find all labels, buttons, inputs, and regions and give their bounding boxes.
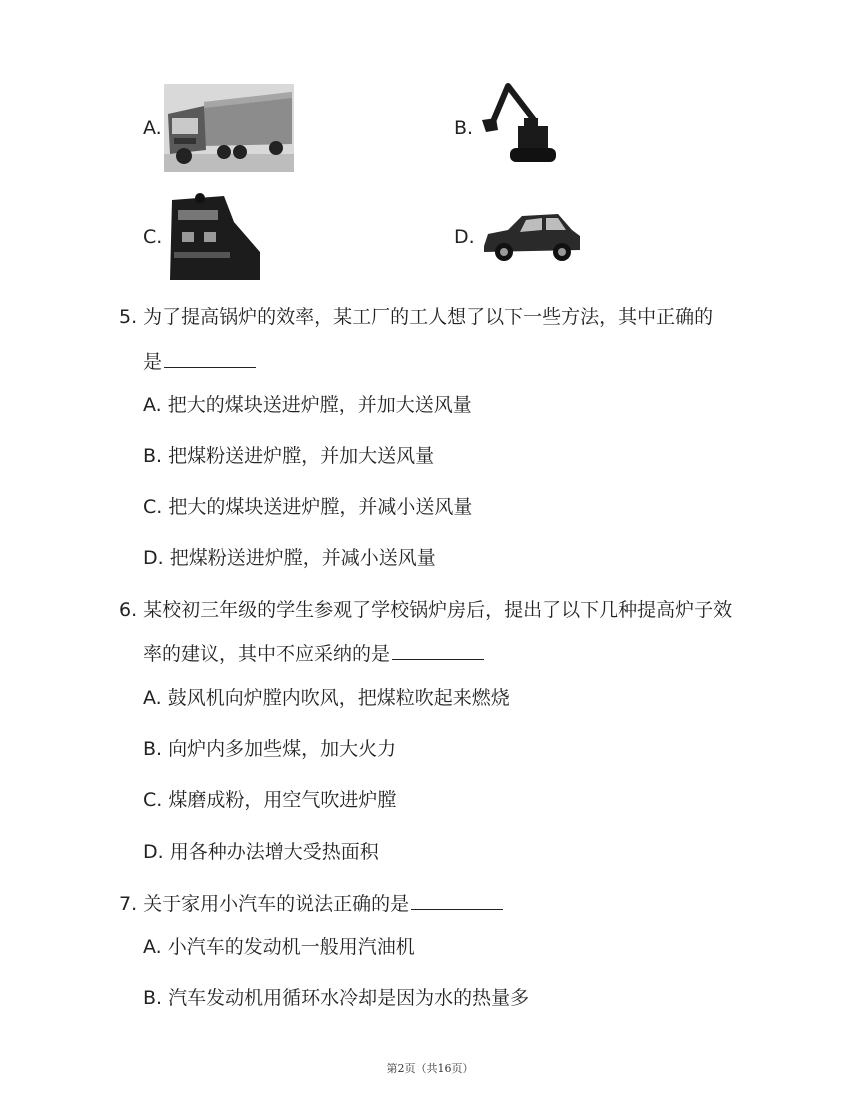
option-c-label: C. bbox=[143, 226, 163, 248]
page-footer: 第2页（共16页） bbox=[386, 1062, 474, 1075]
answer-blank bbox=[392, 641, 484, 660]
car-image bbox=[480, 208, 582, 264]
q6-option-d: D. 用各种办法增大受热面积 bbox=[143, 841, 379, 863]
answer-blank bbox=[411, 891, 503, 910]
train-locomotive-image bbox=[164, 192, 260, 280]
q6-stem-line2: 率的建议，其中不应采纳的是 bbox=[143, 641, 484, 666]
excavator-image bbox=[478, 80, 558, 168]
q7-option-b: B. 汽车发动机用循环水冷却是因为水的热量多 bbox=[143, 987, 530, 1009]
q6-option-a: A. 鼓风机向炉膛内吹风，把煤粒吹起来燃烧 bbox=[143, 687, 510, 709]
q7-option-a: A. 小汽车的发动机一般用汽油机 bbox=[143, 936, 415, 958]
truck-image bbox=[164, 84, 294, 172]
q5-option-b: B. 把煤粉送进炉膛，并加大送风量 bbox=[143, 445, 435, 467]
option-d-label: D. bbox=[454, 226, 475, 248]
option-a-label: A. bbox=[143, 117, 162, 139]
q5-stem-line1: 5. 为了提高锅炉的效率，某工厂的工人想了以下一些方法，其中正确的 bbox=[119, 306, 714, 328]
option-b-label: B. bbox=[454, 117, 474, 139]
q6-option-c: C. 煤磨成粉，用空气吹进炉膛 bbox=[143, 789, 397, 811]
q5-stem-line2: 是 bbox=[143, 349, 256, 374]
q5-option-a: A. 把大的煤块送进炉膛，并加大送风量 bbox=[143, 394, 472, 416]
q7-stem-line1: 7. 关于家用小汽车的说法正确的是 bbox=[119, 891, 503, 916]
q5-option-d: D. 把煤粉送进炉膛，并减小送风量 bbox=[143, 547, 436, 569]
q5-option-c: C. 把大的煤块送进炉膛，并减小送风量 bbox=[143, 496, 473, 518]
answer-blank bbox=[164, 349, 256, 368]
q6-stem-line1: 6. 某校初三年级的学生参观了学校锅炉房后，提出了以下几种提高炉子效 bbox=[119, 599, 733, 621]
q6-option-b: B. 向炉内多加些煤，加大火力 bbox=[143, 738, 397, 760]
